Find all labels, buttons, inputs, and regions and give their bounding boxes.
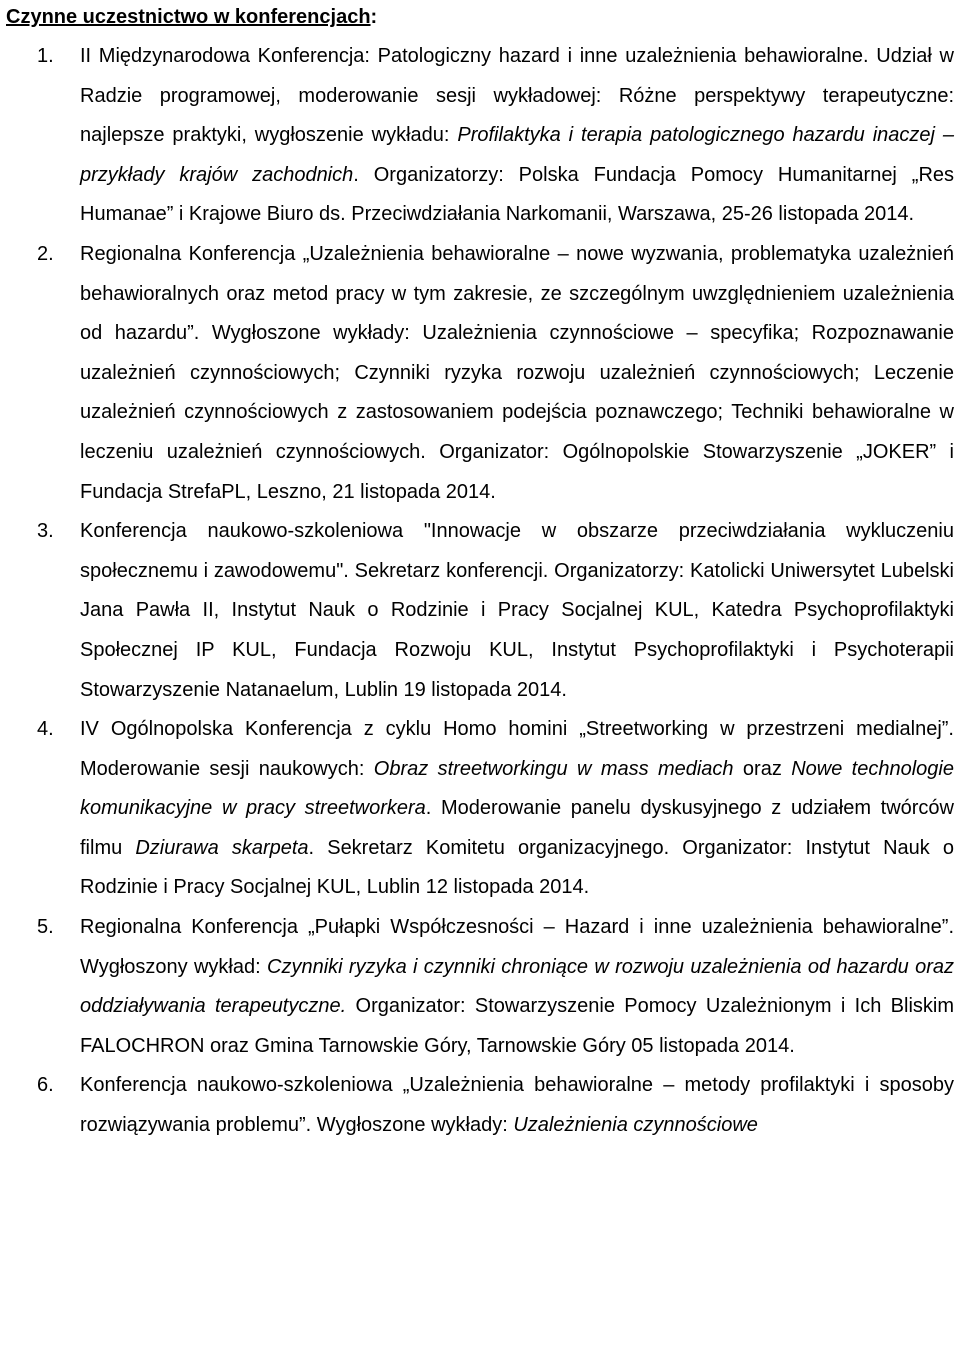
item-text-italic: Obraz streetworkingu w mass mediach — [373, 757, 734, 780]
item-text: Organizator: Stowarzyszenie Pomocy Uzależnionym i Ich Bliskim FALOCHRON oraz Gmina Tarnowskie Góry, Tarnowskie Góry 05 listopada 2014. — [80, 995, 954, 1057]
item-text: oraz — [733, 757, 792, 780]
conference-item — [6, 37, 954, 235]
item-text: . Sekretarz Komitetu organizacyjnego. Organizator: Instytut Nauk o Rodzinie i Pracy Socjalnej KUL, Lublin 12 listopada 2014. — [80, 836, 954, 899]
conference-item — [6, 710, 954, 908]
item-text-italic: Dziurawa skarpeta — [135, 836, 309, 859]
item-text-italic: Uzależnienia czynnościowe — [513, 1114, 758, 1137]
item-number: 3. — [37, 520, 54, 543]
conference-item — [6, 235, 954, 512]
item-text-italic: Nowe technologie komunikacyjne w pracy streetworkera — [80, 757, 954, 820]
item-text-italic: Profilaktyka i terapia patologicznego hazardu inaczej – przykłady krajów zachodnich — [80, 124, 955, 186]
item-text: . Organizatorzy: Polska Fundacja Pomocy Humanitarnej „Res Humanae” i Krajowe Biuro ds. Przeciwdziałania Narkomanii, Warszawa, 25-26 listopada 2014. — [80, 163, 955, 226]
item-number: 1. — [37, 45, 54, 67]
item-number: 5. — [37, 916, 54, 939]
conference-item — [6, 1066, 954, 1145]
section-heading-title: Czynne uczestnictwo w konferencjach — [6, 6, 371, 28]
item-text: Konferencja naukowo-szkoleniowa "Innowacje w obszarze przeciwdziałania wykluczeniu społecznemu i zawodowemu". Sekretarz konferencji. Organizatorzy: Katolicki Uniwersytet Lubelski Jana Pawła II, Instytut Nauk o Rodzinie i Pracy Socjalnej KUL, Katedra Psychoprofilaktyki Społecznej IP KUL, Fundacja Rozwoju KUL, Instytut Psychoprofilaktyki i Psychoterapii Stowarzyszenie Natanaelum, Lublin 19 listopada 2014. — [80, 520, 954, 701]
section-heading-colon: : — [370, 6, 378, 28]
item-text: IV Ogólnopolska Konferencja z cyklu Homo homini „Streetworking w przestrzeni medialnej”. Moderowanie sesji naukowych: — [80, 718, 954, 780]
item-number: 2. — [37, 242, 54, 265]
conference-list — [6, 37, 954, 1146]
conference-item — [6, 908, 954, 1066]
item-text: Regionalna Konferencja „Uzależnienia behawioralne – nowe wyzwania, problematyka uzależnień behawioralnych oraz metod pracy w tym zakresie, ze szczególnym uwzględnieniem uzależnienia od hazardu”. Wygłoszone wykłady: Uzależnienia czynnościowe – specyfika; Rozpoznawanie uzależnień czynnościowych; Czynniki ryzyka rozwoju uzależnień czynnościowych; Leczenie uzależnień czynnościowych z zastosowaniem podejścia poznawczego; Techniki behawioralne w leczeniu uzależnień czynnościowych. Organizator: Ogólnopolskie Stowarzyszenie „JOKER” i Fundacja StrefaPL, Leszno, 21 listopada 2014. — [80, 242, 954, 503]
item-number: 6. — [37, 1074, 54, 1097]
item-text: . Moderowanie panelu dyskusyjnego z udziałem twórców filmu — [80, 797, 954, 859]
item-text: Konferencja naukowo-szkoleniowa „Uzależnienia behawioralne – metody profilaktyki i sposoby rozwiązywania problemu”. Wygłoszone wykłady: — [80, 1074, 954, 1137]
item-number: 4. — [37, 718, 54, 741]
item-text: II Międzynarodowa Konferencja: Patologiczny hazard i inne uzależnienia behawioralne. Udział w Radzie programowej, moderowanie sesji wykładowej: Różne perspektywy terapeutyczne: najlepsze praktyki, wygłoszenie wykładu: — [80, 45, 954, 147]
item-text: Regionalna Konferencja „Pułapki Współczesności – Hazard i inne uzależnienia behawioralne”. Wygłoszony wykład: — [80, 916, 954, 978]
item-text-italic: Czynniki ryzyka i czynniki chroniące w rozwoju uzależnienia od hazardu oraz oddziaływania terapeutyczne. — [80, 955, 954, 1018]
conference-item — [6, 512, 954, 710]
section-heading — [6, 0, 954, 34]
